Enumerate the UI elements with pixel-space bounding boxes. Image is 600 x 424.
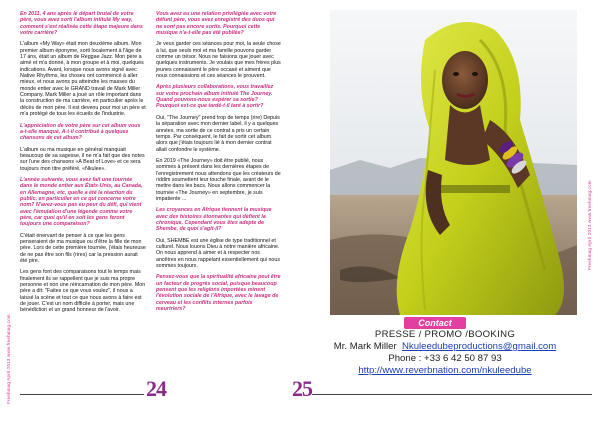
interview-answer: Oui, SHEMBE est une église de type traditionnel et culturel. Nous louons Dieu à notre manière africaine. On nous apprend à aimer et à respecter nos ancêtres en nous rappelant essentiellement qui nous sommes toujours. bbox=[156, 237, 280, 270]
press-promo-booking: PRESSE / PROMO /BOOKING bbox=[374, 329, 516, 340]
interview-answer: C'était énervant de penser à ce que les gens penseraient de ma musique ou d'être la fille de mon père. Lors de cette première tournée, j'étais heureuse de ne pas être son fils (rires) car la pression aurait été pire. bbox=[20, 232, 146, 265]
interview-question: L'année suivante, vous avez fait une tournée dans le monde entier aux États-Unis, au Canada, en Allemagne, etc, quelle a été la réaction du public, en particulier en ce qui concerne votre nom? N'avez-vous pas eu peur du défi, qui vient avec l'émulation d'une légende comme votre père, car quoi qu'il en soit les gens feront toujours une comparaison? bbox=[20, 176, 143, 228]
page-number-rule-left bbox=[20, 394, 144, 395]
website-link[interactable]: http://www.reverbnation.com/nkuleedube bbox=[358, 365, 532, 376]
contact-email-link[interactable]: Nkuleedubeproductions@gmail.com bbox=[401, 341, 557, 352]
interview-answer: Oui, "The Journey" prend trop de temps (rire) Depuis la séparation avec mon dernier label, il y a quelques années, ma sortie de ce contrat a pris un certain temps. Par conséquent, le fait de sortir cet album alors que j'étais toujours lié à mon dernier contrat allait confondre le système. bbox=[156, 114, 280, 153]
interview-question: Après plusieurs collaborations, vous travaillez sur votre prochain album intitulé The Journey. Quand pouvons-nous espérer sa sortie? Pourquoi est-ce que tardé-t-il tant à sortir? bbox=[156, 84, 274, 110]
contact-name-email bbox=[300, 341, 590, 352]
interview-question: Vous avez eu une relation privilégiée avec votre défunt père, vous avez enregistré des duos qui ne sont pas encore sortis. Pourquoi cette musique n'a-t-elle pas été publiée? bbox=[156, 11, 277, 37]
right-side-credit: Freehmag April 2013 www.freehmag.com bbox=[587, 180, 592, 270]
interview-answer: Je veux garder ces séances pour moi, la seule chose à lui, que seuls moi et ma famille pouvons garder comme un trésor. Nous ne faisions que jouer avec quelques instruments. Je voulais que mes frères plus jeunes connaissent le père occasé et aiment que nous connaissions et ces séances le prouvent. bbox=[156, 41, 281, 80]
page-number-left: 24 bbox=[146, 376, 166, 401]
artist-photo bbox=[330, 10, 577, 315]
left-column-2 bbox=[156, 11, 281, 317]
interview-answer: L'album ou ma musique en général manquait beaucoup de sa sagesse, il ne m'a fait que des notes sur l'une des chansons «A Beat of Love» et ce sera toujours mon titre préféré, «Nkulee». bbox=[20, 146, 145, 172]
left-side-credit: Freehmag April 2013 www.freehmag.com bbox=[6, 314, 11, 404]
left-column-1 bbox=[20, 11, 146, 319]
page-number-rule-right bbox=[312, 394, 592, 395]
interview-question: Pensez-vous que la spiritualité africaine peut être un facteur de progrès social, puisque beaucoup pensent que les religions importées minent l'évolution sociale de l'Afrique, avec le lavage de cerveau et les conflits internes parfois meurtriers? bbox=[156, 274, 281, 313]
contact-heading: Contact bbox=[404, 317, 466, 329]
interview-answer: Les gens font des comparaisons tout le temps mais finalement ils se rappellent que je suis ma propre personne et non une réincarnation de mon père. Mon père a dit: "Faites ce que vous voulez", il nous a laissé la scène et tout ce que nous avons à faire est de jouer. C'est un nom difficile à porter, mais une bénédiction et un grand honneur de l'avoir. bbox=[20, 269, 146, 314]
website-row bbox=[300, 365, 590, 376]
interview-answer: En 2019 «The Journey» doit être publié, nous sommes à présent dans les dernières étapes de l'enregistrement nous attendons que les créateurs de riddim soumettent leur touche finale, avant de le mettre dans les bacs. Nous allons commencer la tournée «The Journey» en septembre, je suis impatiente ... bbox=[156, 157, 281, 202]
page-number-right: 25 bbox=[292, 376, 312, 401]
contact-name: Mr. Mark Miller bbox=[333, 341, 397, 352]
interview-question: En 2011, 4 ans après le départ brutal de votre père, vous avez sorti l'album intitulé My way, comment s'est réalisée cette étape majeure dans votre carrière? bbox=[20, 11, 143, 37]
interview-question: L'appréciation de votre père sur cet album vous a-t-elle manqué, A-t-il contribué à quelques chansons de cet album? bbox=[20, 122, 141, 142]
interview-answer: L'album «My Way» était mon deuxième album. Mon premier album éponyme, sorti localement à l'âge de 17 ans, était un album de Reggae Jazz. Mon père a aimé et m'a donné, à mon groupe et à moi, quelques indications. Avant, lorsque nous avons signé avec Native Rhythms, les choses ont commencé à aller mieux, et nous avons pu atteindre les masses du monde entier avec le GRAND travail de Mark Miller Company. Mark Miller a joué un rôle important dans la construction de ma carrière, en particulier après le décès de mon père. Il est devenu pour moi un père et m'a protégé de tous les écueils de l'industrie. bbox=[20, 41, 146, 118]
contact-phone: Phone : +33 6 42 50 87 93 bbox=[388, 353, 502, 364]
interview-question: Les croyances en Afrique tiennent la musique avec des histoires étonnantes qui défient la chronique. Cependant vous êtes adepte de Shembe, de quoi s'agit-il? bbox=[156, 207, 272, 233]
